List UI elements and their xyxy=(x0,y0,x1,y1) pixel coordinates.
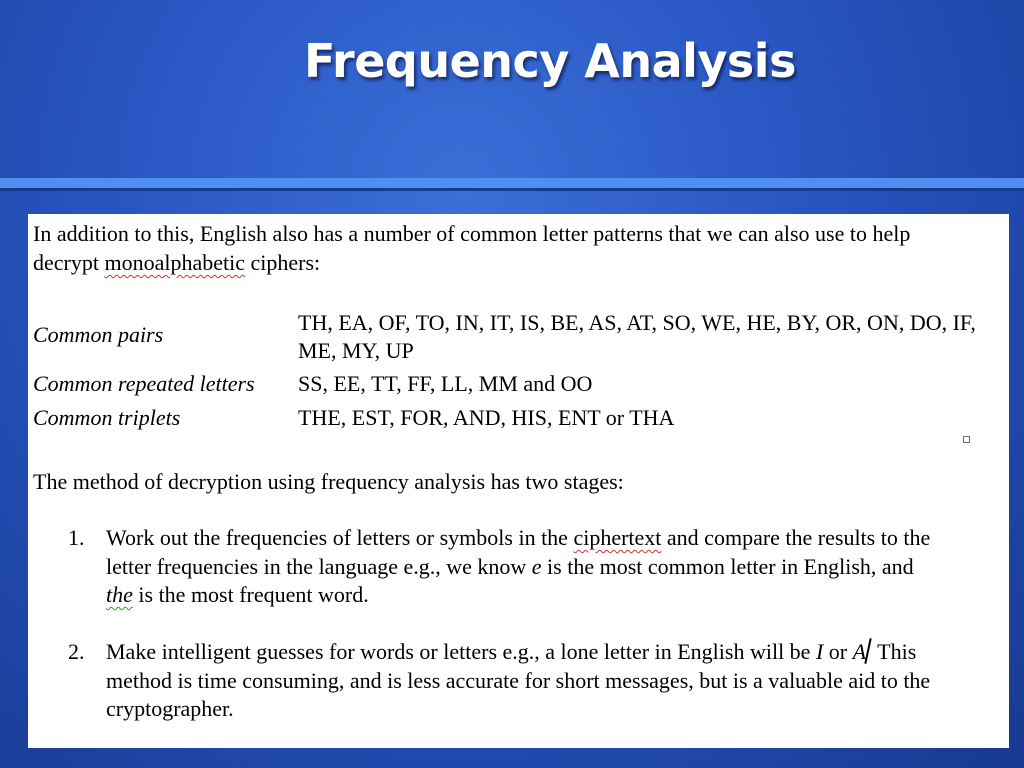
step1-text-c: is the most common letter in English, and xyxy=(541,553,914,579)
title-divider-shadow xyxy=(0,188,1024,191)
pattern-label-repeated: Common repeated letters xyxy=(33,371,255,396)
step2-text-a: Make intelligent guesses for words or letters e.g., a lone letter in English will be xyxy=(106,639,816,664)
step1-text-a: Work out the frequencies of letters or symbols in the xyxy=(106,525,574,550)
list-item-text xyxy=(106,638,946,724)
document-image-panel xyxy=(28,214,1009,748)
step2-text-c: This method is time consuming, and is less accurate for short messages, but is a valuable aid to the cryptographer. xyxy=(106,639,931,721)
pattern-label-triplets: Common triplets xyxy=(33,405,181,430)
intro-paragraph xyxy=(33,219,973,277)
spellcheck-word-ciphertext: ciphertext xyxy=(573,525,662,550)
step2-italic-i: I xyxy=(815,639,824,664)
step2-text-b: or xyxy=(823,639,853,664)
pattern-value-pairs: TH, EA, OF, TO, IN, IT, IS, BE, AS, AT, SO, WE, HE, BY, OR, ON, DO, IF, ME, MY, UP xyxy=(298,310,976,363)
list-number: 1. xyxy=(68,525,85,550)
pattern-value-repeated: SS, EE, TT, FF, LL, MM and OO xyxy=(298,371,593,396)
pattern-label-pairs: Common pairs xyxy=(33,322,164,347)
object-anchor-marker xyxy=(963,436,970,443)
intro-text-before: In addition to this, English also has a number of common letter patterns that we can also use to help decrypt xyxy=(33,221,911,275)
pattern-value-triplets: THE, EST, FOR, AND, HIS, ENT or THA xyxy=(298,405,675,430)
title-divider xyxy=(0,178,1024,188)
step1-italic-e: e xyxy=(531,553,542,579)
step1-text-d: is the most frequent word. xyxy=(132,582,369,607)
intro-text-after: ciphers: xyxy=(244,250,321,275)
slide-title: Frequency Analysis xyxy=(304,34,796,88)
method-intro: The method of decryption using frequency analysis has two stages: xyxy=(33,469,624,494)
list-item-text xyxy=(106,524,946,610)
step2-italic-a: A xyxy=(852,639,867,664)
step1-text-b: and compare the results to the letter frequencies in the language e.g., we know xyxy=(106,525,931,579)
list-number: 2. xyxy=(68,639,85,664)
grammar-word-the: the xyxy=(106,582,133,607)
spellcheck-word-monoalphabetic: monoalphabetic xyxy=(104,250,245,275)
